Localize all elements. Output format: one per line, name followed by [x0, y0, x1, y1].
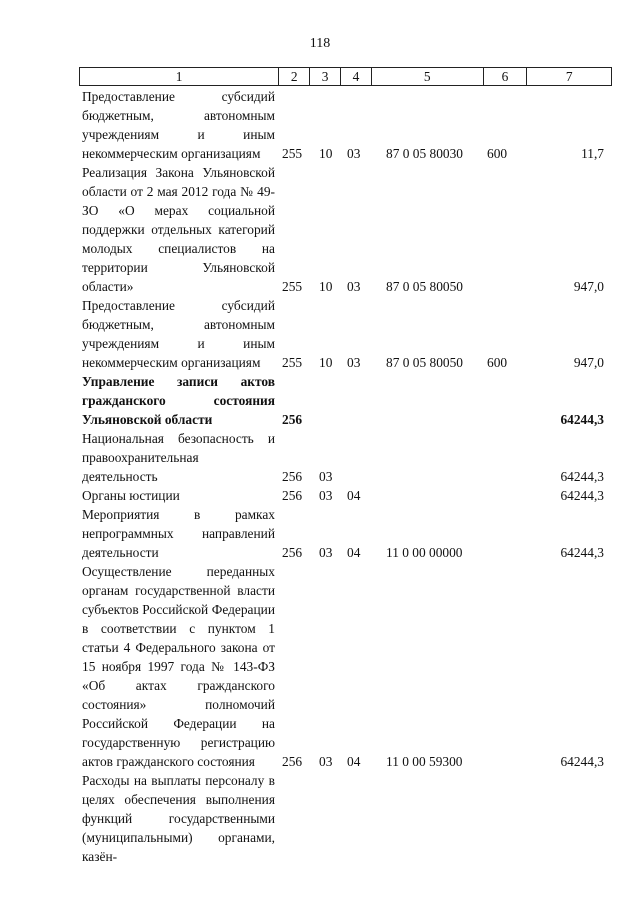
row-code-3: 03: [319, 469, 333, 484]
row-code-2: 256: [282, 469, 303, 484]
table-body: [79, 87, 612, 866]
row-code-3: 10: [319, 146, 333, 161]
row-code-2: 255: [282, 279, 303, 294]
table-row: [79, 562, 612, 771]
column-header-1: 1: [80, 68, 279, 85]
row-code-5: 87 0 05 80050: [386, 279, 463, 294]
column-header-4: 4: [341, 68, 372, 85]
table-row: [79, 87, 612, 163]
row-code-5: 11 0 00 59300: [386, 754, 463, 769]
row-code-2: 256: [282, 488, 303, 503]
row-code-2: 256: [282, 545, 303, 560]
row-name: Реализация Закона Ульяновской области от 2 мая 2012 года № 49-ЗО «О мерах социальной поддержки отдельных категорий молодых специалистов на территории Ульяновской области»: [82, 165, 275, 294]
table-row: [79, 429, 612, 486]
table-row: [79, 486, 612, 505]
row-code-4: 04: [347, 545, 361, 560]
row-code-3: 10: [319, 279, 333, 294]
row-amount: 64244,3: [560, 469, 604, 484]
row-name: Органы юстиции: [82, 488, 180, 503]
table-row-bold: [79, 372, 612, 429]
row-code-5: 11 0 00 00000: [386, 545, 463, 560]
row-code-2: 255: [282, 146, 303, 161]
row-code-6: 600: [487, 355, 508, 370]
row-code-4: 03: [347, 279, 361, 294]
row-amount: 64244,3: [560, 545, 604, 560]
row-code-3: 03: [319, 488, 333, 503]
row-code-4: 03: [347, 146, 361, 161]
row-code-4: 04: [347, 488, 361, 503]
row-name: Предоставление субсидий бюджетным, автономным учреждениям и иным некоммерческим организациям: [82, 89, 275, 161]
row-amount: 64244,3: [560, 488, 604, 503]
table-row: [79, 505, 612, 562]
row-name: Управление записи актов гражданского состояния Ульяновской области: [82, 374, 275, 427]
row-code-4: 04: [347, 754, 361, 769]
row-code-4: 03: [347, 355, 361, 370]
row-name: Предоставление субсидий бюджетным, автономным учреждениям и иным некоммерческим организациям: [82, 298, 275, 370]
column-header-2: 2: [279, 68, 310, 85]
row-name: Расходы на выплаты персоналу в целях обеспечения выполнения функций государственными (муниципальными) органами, казён-: [82, 773, 275, 864]
column-header-5: 5: [372, 68, 484, 85]
table-row: [79, 771, 612, 866]
row-amount: 947,0: [573, 355, 604, 370]
row-amount: 64244,3: [560, 412, 604, 427]
row-code-2: 255: [282, 355, 303, 370]
row-amount: 64244,3: [560, 754, 604, 769]
column-header-7: 7: [565, 69, 573, 84]
row-code-3: 03: [319, 754, 333, 769]
row-code-2: 256: [282, 412, 303, 427]
row-code-6: 600: [487, 146, 508, 161]
row-code-5: 87 0 05 80030: [386, 146, 463, 161]
table-header: [79, 67, 612, 86]
table-row: [79, 163, 612, 296]
table-row: [79, 296, 612, 372]
row-code-2: 256: [282, 754, 303, 769]
column-header-3: 3: [310, 68, 341, 85]
row-amount: 11,7: [581, 146, 604, 161]
row-amount: 947,0: [573, 279, 604, 294]
row-name: Осуществление переданных органам государственной власти субъектов Российской Федерации в соответствии с пунктом 1 статьи 4 Федерального закона от 15 ноября 1997 года № 143-ФЗ «Об актах гражданского состояния» полномочий Российской Федерации на государственную регистрацию актов гражданского состояния: [82, 564, 275, 769]
row-code-5: 87 0 05 80050: [386, 355, 463, 370]
row-name: Национальная безопасность и правоохранительная деятельность: [82, 431, 275, 484]
row-name: Мероприятия в рамках непрограммных направлений деятельности: [82, 507, 275, 560]
column-header-6: 6: [484, 68, 528, 85]
row-code-3: 10: [319, 355, 333, 370]
page-number: 118: [309, 36, 331, 51]
row-code-3: 03: [319, 545, 333, 560]
